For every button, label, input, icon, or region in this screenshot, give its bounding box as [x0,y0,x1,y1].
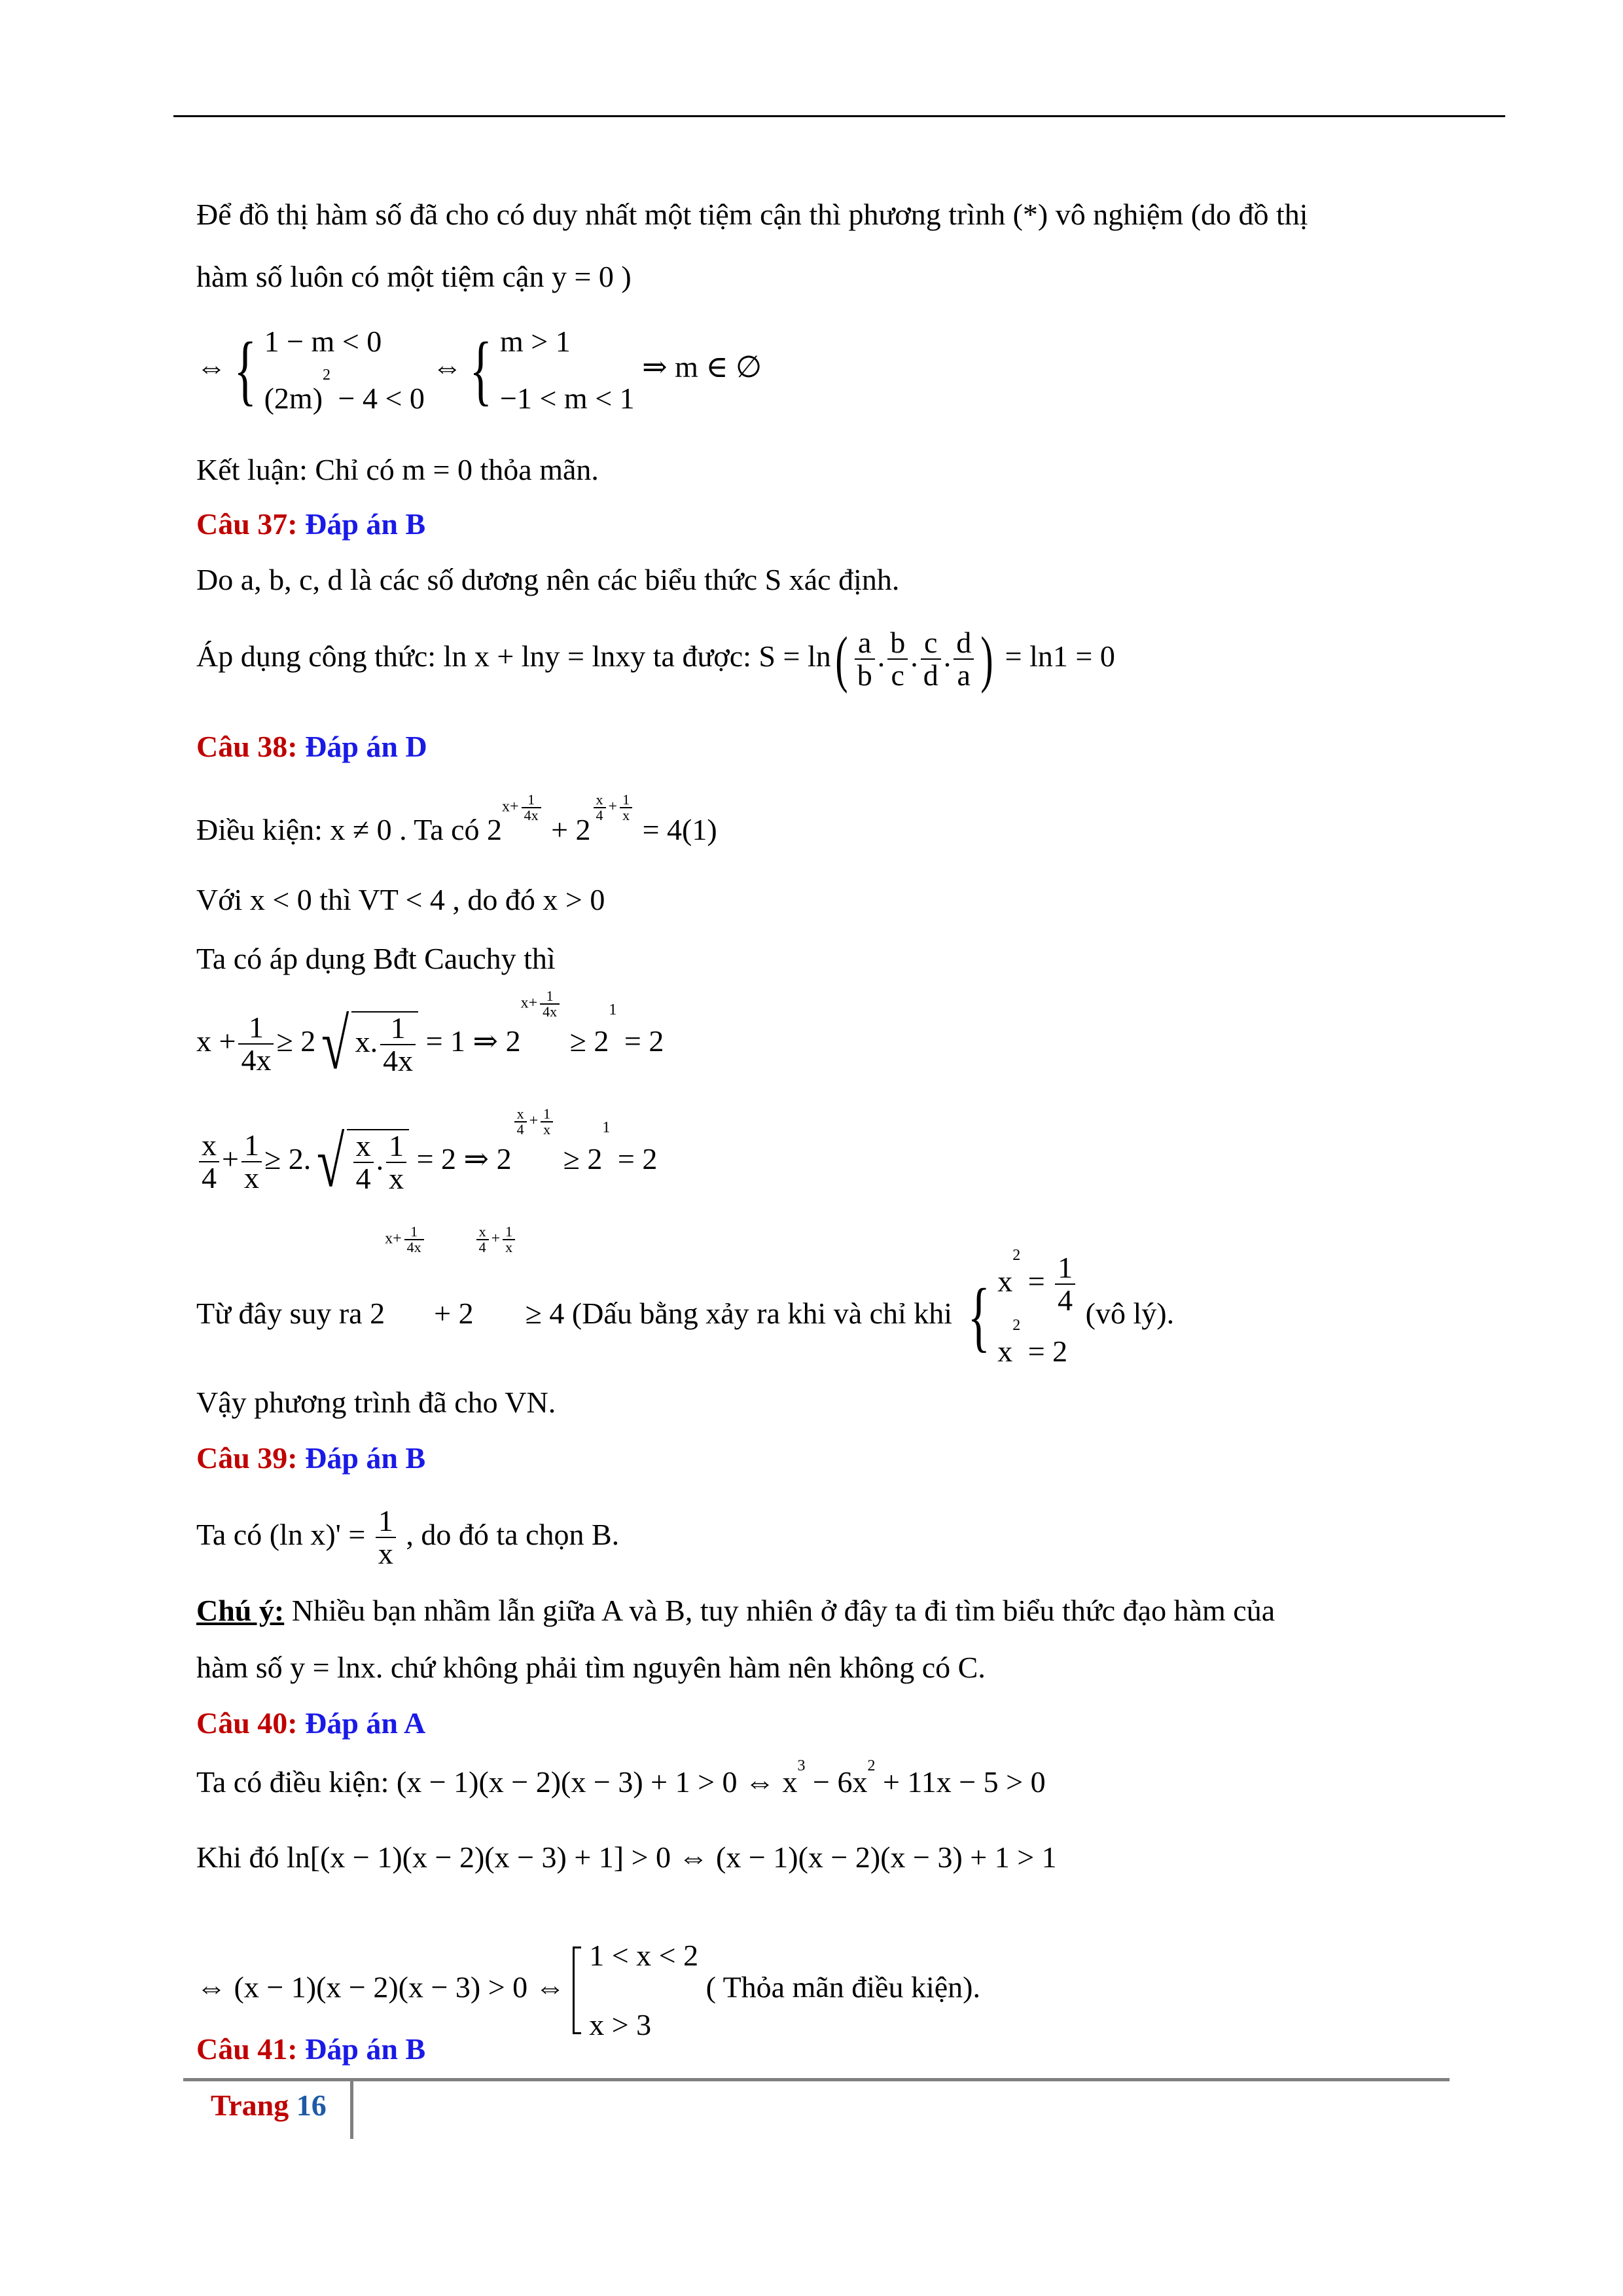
exp-num: 1 [541,1107,553,1122]
note-label: Chú ý: [196,1594,285,1627]
page-label: Trang [211,2089,289,2122]
fraction-num: b [887,627,908,660]
q40-label: Câu 40: [196,1706,306,1740]
system-equation-1: ⇔{ 1 − m < 0 $(2m)^2 - 4 < 0$ ⇔{ m > 1 −1 < m < 1 ⇒ m ∈ ∅ [196,325,762,416]
fraction-num: 1 [241,1130,262,1162]
q38-l1-tail: = 4(1) [635,813,717,846]
sys1-row2-exp: 2 [323,367,331,384]
ineq1-a: x + [196,1024,236,1058]
q40-exp2: 2 [867,1757,876,1774]
q40-answer: Đáp án A [305,1706,426,1740]
q40-l1-e: + 11x − 5 > 0 [875,1765,1046,1799]
q37-line-1: Do a, b, c, d là các số dương nên các biểu thức S xác định. [196,563,900,596]
q38-l1-lead: Điều kiện: x ≠ 0 . Ta có 2 [196,813,503,846]
question-39-header [196,1443,425,1473]
ineq2-b: ≥ 2. [264,1141,312,1175]
fraction-den: a [957,658,971,692]
exp-den: x [505,1239,513,1255]
fraction-num: 1 [376,1505,396,1538]
ineq2-exp: 1 [602,1119,611,1136]
exp-prefix: x+ [502,798,519,816]
q39-line-1 [196,1505,619,1570]
exp-prefix: x+ [520,994,538,1012]
q40-exp3: 3 [797,1757,806,1774]
ineq2-e: ≥ 2 [556,1141,603,1175]
q41-label: Câu 41: [196,2032,306,2066]
q38-line-2: Với x < 0 thì VT < 4 , do đó x > 0 [196,883,605,916]
q37-formula-lead: Áp dụng công thức: ln x + lny = lnxy ta được: S = ln [196,639,831,673]
ineq1-c: x. [355,1024,378,1058]
exp-num: 1 [620,793,632,808]
note-line-2: hàm số y = lnx. chứ không phải tìm nguyên hàm nên không có C. [196,1651,986,1684]
paragraph-2: hàm số luôn có một tiệm cận y = 0 ) [196,260,632,293]
sys2-exp: 2 [1012,1247,1021,1264]
footer-divider [350,2081,353,2139]
exp-num: x [514,1107,527,1122]
conclusion: Kết luận: Chỉ có m = 0 thỏa mãn. [196,453,599,486]
sys2-eq2: = 2 [1020,1334,1068,1368]
exp-den: 4x [543,1003,558,1020]
exp-den: x [622,807,630,823]
header-rule [173,115,1505,117]
q38-answer: Đáp án D [305,730,427,763]
q38-l1-mid: + 2 [543,813,591,846]
ineq1-d: = 1 ⇒ 2 [418,1024,521,1058]
q40-l1-c: − 6x [805,1765,868,1799]
q38-line-6: Từ đây suy ra 2x+ $\frac{1}{4x}$ + 2 $\frac{x}{4}$ + $\frac{1}{x}$ ≥ 4 (Dấu bằng xảy ra khi và chỉ khi { $x^2$ = $\frac{1}{4}$ $x^2 = 2$ (vô lý). [196,1223,1175,1368]
sys1-row1: 1 − m < 0 [264,325,382,358]
l6-b: + 2 [426,1296,474,1330]
exp-num: 1 [540,989,560,1005]
sys2-x: x [997,1265,1013,1298]
fraction-den: d [923,658,938,692]
question-38-header [196,732,427,762]
exp-num: x [476,1225,489,1240]
page-number [211,2088,327,2123]
fraction-den: 4 [202,1161,217,1195]
ineq1-b: ≥ 2 [276,1024,316,1058]
exp-num: 1 [404,1225,424,1240]
sys2-x2: x [997,1334,1013,1368]
exp-num: x [594,793,606,808]
paragraph-1: Để đồ thị hàm số đã cho có duy nhất một tiệm cận thì phương trình (*) vô nghiệm (do đồ thị [196,198,1308,231]
ineq2-c: . [376,1142,384,1176]
q40-l3-lead: ⇔ (x − 1)(x − 2)(x − 3) > 0 ⇔ [196,1970,565,2004]
q38-inequality-1: x + $\frac{1}{4x}$ ≥ 2√ x. $\frac{1}{4x}$ = 1 ⇒ 2x+ $\frac{1}{4x}$ ≥ $2^1 = 2$ [196,988,664,1085]
fraction-den: x [389,1162,404,1196]
sys1-row2-base: (2m) [264,382,323,416]
sys2-exp2: 2 [1012,1316,1021,1334]
fraction-num: 1 [380,1013,416,1045]
note-text: Nhiều bạn nhầm lẫn giữa A và B, tuy nhiên ở đây ta đi tìm biểu thức đạo hàm của [284,1594,1275,1627]
q38-line-3: Ta có áp dụng Bđt Cauchy thì [196,942,556,975]
q41-answer: Đáp án B [305,2032,426,2066]
q38-line-7: Vậy phương trình đã cho VN. [196,1386,556,1419]
q40-l3-tail: ( Thỏa mãn điều kiện). [705,1970,980,2004]
sys1-result: ⇒ m ∈ ∅ [642,350,762,384]
sys1-row2-rest: − 4 < 0 [330,382,425,416]
q40-l1-a: Ta có điều kiện: (x − 1)(x − 2)(x − 3) + 1 > 0 ⇔ x [196,1765,798,1799]
fraction-den: 4 [355,1162,371,1196]
fraction-num: a [855,627,875,660]
sys1b-row2: −1 < m < 1 [500,382,635,416]
q40-line-2: Khi đó ln[(x − 1)(x − 2)(x − 3) + 1] > 0 ⇔ (x − 1)(x − 2)(x − 3) + 1 > 1 [196,1840,1057,1874]
ineq1-exp: 1 [609,1001,617,1018]
l6-d: (vô lý). [1078,1296,1175,1330]
fraction-num: d [954,627,974,660]
q37-answer: Đáp án B [305,507,426,541]
q38-line-1: Điều kiện: x ≠ 0 . Ta có 2x+ $\frac{1}{4x}$ + 2 $\frac{x}{4}$ + $\frac{1}{x}$ = 4(1) [196,791,717,846]
ineq2-a: + [222,1141,239,1175]
fraction-den: x [243,1161,259,1195]
fraction-den: c [891,658,904,692]
fraction-num: 1 [238,1012,274,1045]
q38-inequality-2: $\frac{x}{4}$ + $\frac{1}{x}$ ≥ 2.√ $\frac{x}{4}$ . $\frac{1}{x}$ = 2 ⇒ 2 $\frac{x}{4}$ + $\frac{1}{x}$ ≥ $2^1 = 2$ [196,1129,657,1195]
exp-den: 4x [524,807,539,823]
fraction-num: x [353,1130,374,1163]
q40-case-2: x > 3 [589,2007,652,2041]
q37-formula-tail: = ln1 = 0 [997,639,1115,673]
question-40-header [196,1708,425,1738]
ineq2-g: = 2 [610,1141,658,1175]
fraction-num: 1 [1055,1252,1075,1285]
q40-line-1 [196,1757,1046,1799]
q39-lead: Ta có (ln x)' = [196,1517,373,1551]
q37-line-2: Áp dụng công thức: ln x + lny = lnxy ta được: S = ln( $\frac{a}{b}$ . $\frac{b}{c}$ . $\frac{c}{d}$ . $\frac{d}{a}$ ) = ln1 = 0 [196,623,1115,694]
q37-label: Câu 37: [196,507,306,541]
footer-rule [183,2078,1450,2081]
exp-den: x [543,1121,551,1138]
l6-a: Từ đây suy ra 2 [196,1296,385,1330]
ineq1-e: ≥ 2 [562,1024,609,1058]
fraction-num: x [199,1130,219,1162]
exp-num: 1 [522,793,541,808]
page-number-value: 16 [296,2089,327,2122]
fraction-den: b [857,658,872,692]
q39-tail: , do đó ta chọn B. [398,1517,620,1551]
fraction-den: x [378,1537,393,1571]
question-41-header [196,2034,425,2064]
ineq1-g: = 2 [616,1024,664,1058]
exp-den: 4 [596,807,603,823]
q40-case-1: 1 < x < 2 [589,1939,699,1972]
exp-den: 4x [406,1239,421,1255]
note-line-1 [196,1596,1275,1626]
fraction-den: 4x [383,1044,414,1078]
sys2-eq: = [1020,1265,1053,1298]
fraction-den: 4 [1058,1283,1073,1318]
l6-c: ≥ 4 (Dấu bằng xảy ra khi và chỉ khi [518,1296,960,1330]
exp-den: 4 [478,1239,486,1255]
exp-num: 1 [503,1225,515,1240]
q39-answer: Đáp án B [305,1441,426,1475]
q39-label: Câu 39: [196,1441,306,1475]
exp-prefix: x+ [385,1230,402,1247]
exp-den: 4 [516,1121,524,1138]
ineq2-d: = 2 ⇒ 2 [409,1141,512,1175]
sys1b-row1: m > 1 [500,325,571,358]
q38-label: Câu 38: [196,730,306,763]
fraction-num: c [921,627,941,660]
question-37-header [196,509,425,539]
fraction-den: 4x [241,1043,272,1077]
fraction-num: 1 [386,1130,406,1163]
